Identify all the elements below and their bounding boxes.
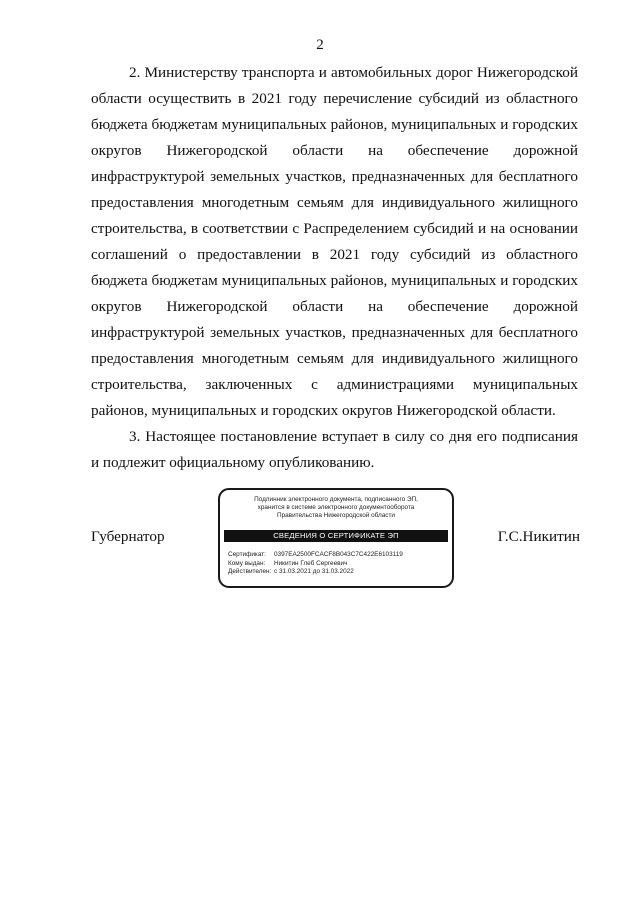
validity-value: с 31.03.2021 до 31.03.2022 — [274, 568, 354, 575]
issued-to-value: Никитин Глеб Сергеевич — [274, 559, 348, 567]
validity-label: Действителен: — [228, 568, 272, 575]
signatory-position: Губернатор — [91, 528, 165, 545]
paragraph-2: 2. Министерству транспорта и автомобильных дорог Нижегородской области осуществить в 2021 году перечисление субсидий из областного бюджета бюджетам муниципальных районов, муниципальных и городских округов Нижегородской области на обеспечение дорожной инфраструктурой земельных участков, предназначенных для бесплатного предоставления многодетным семьям для индивидуального жилищного строительства, в соответствии с Распределением субсидий и на основании соглашений о предоставлении в 2021 году субсидий из областного бюджета бюджетам муниципальных районов, муниципальных и городских округов Нижегородской области на обеспечение дорожной инфраструктурой земельных участков, предназначенных для бесплатного предоставления многодетным семьям для индивидуального жилищного строительства, заключенных с администрациями муниципальных районов, муниципальных и городских округов Нижегородской области. — [91, 64, 578, 419]
stamp-title: СВЕДЕНИЯ О СЕРТИФИКАТЕ ЭП — [224, 530, 448, 542]
certificate-label: Сертификат: — [228, 551, 266, 558]
electronic-signature-stamp — [218, 488, 454, 588]
validity-row — [228, 568, 448, 577]
document-body — [91, 60, 578, 476]
issued-to-label: Кому выдан: — [228, 559, 266, 567]
signatory-name: Г.С.Никитин — [497, 528, 580, 545]
certificate-value: 0397EA2500FCACF8B043C7C422E6103119 — [274, 551, 403, 558]
page-number: 2 — [316, 37, 324, 53]
stamp-header-line: хранится в системе электронного документооборота — [257, 504, 415, 511]
stamp-header — [224, 496, 448, 520]
stamp-details — [228, 551, 448, 577]
stamp-header-line: Правительства Нижегородской области — [276, 512, 396, 519]
certificate-row — [228, 551, 448, 560]
issued-to-row — [228, 560, 448, 569]
stamp-header-line: Подлинник электронного документа, подписанного ЭП, — [254, 496, 418, 503]
paragraph-3: 3. Настоящее постановление вступает в силу со дня его подписания и подлежит официальному опубликованию. — [91, 428, 578, 471]
